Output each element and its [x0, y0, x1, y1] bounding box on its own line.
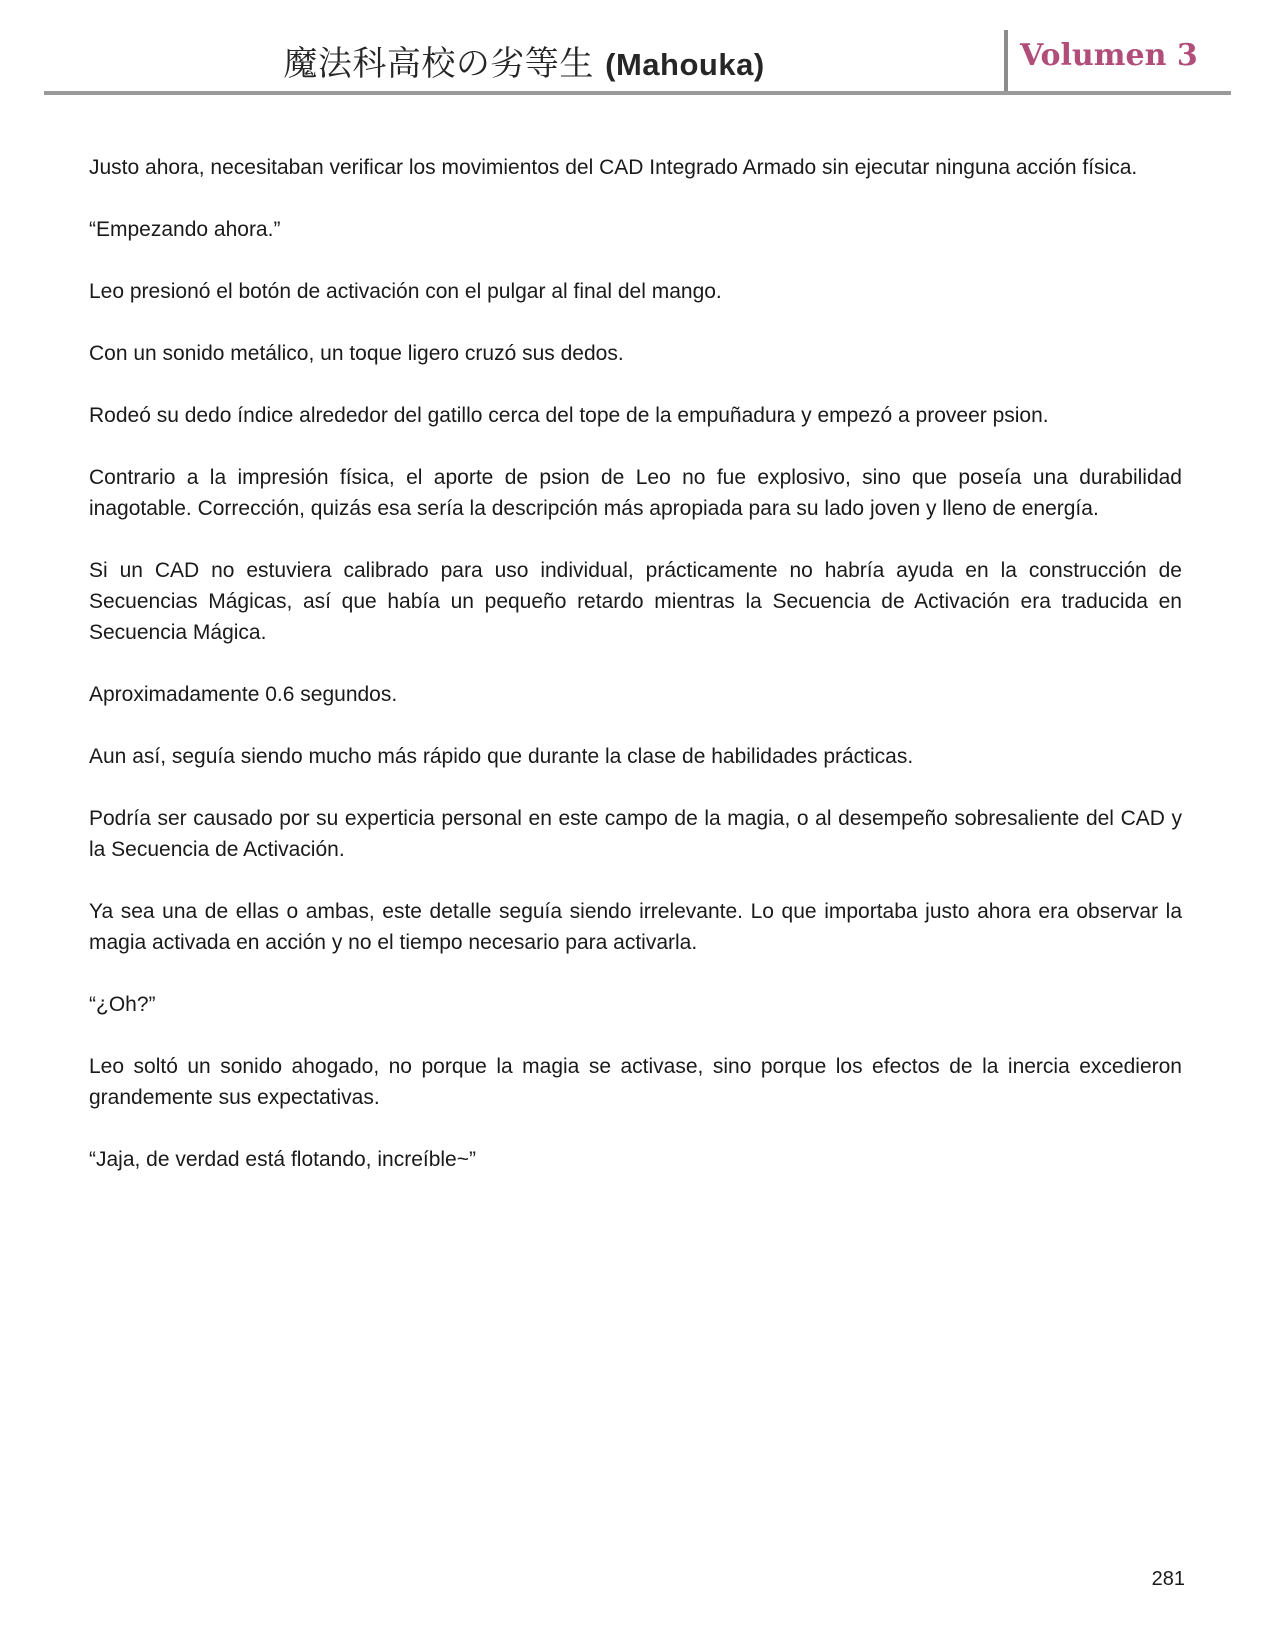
paragraph: Aproximadamente 0.6 segundos.	[89, 683, 398, 706]
paragraph: Podría ser causado por su experticia personal en este campo de la magia, o al desempeño sobresaliente del CAD y la Secuencia de Activación.	[89, 807, 1182, 861]
paragraph: Ya sea una de ellas o ambas, este detalle seguía siendo irrelevante. Lo que importaba justo ahora era observar la magia activada en acción y no el tiempo necesario para activarla.	[89, 900, 1182, 954]
header-divider	[1004, 30, 1008, 92]
book-title	[44, 36, 1004, 85]
page-header	[44, 28, 1231, 94]
paragraph: “Jaja, de verdad está flotando, increíble~”	[89, 1148, 476, 1171]
book-title-japanese: 魔法科高校の劣等生	[283, 44, 606, 84]
page-body	[89, 152, 1182, 1206]
book-title-latin: (Mahouka)	[605, 47, 765, 82]
paragraph: Contrario a la impresión física, el aporte de psion de Leo no fue explosivo, sino que poseía una durabilidad inagotable. Corrección, quizás esa sería la descripción más apropiada para su lado joven y lleno de energía.	[89, 466, 1182, 520]
paragraph: Leo presionó el botón de activación con el pulgar al final del mango.	[89, 280, 722, 303]
paragraph: “¿Oh?”	[89, 993, 156, 1016]
volume-label: Volumen 3	[1020, 38, 1198, 73]
page-number: 281	[1151, 1568, 1185, 1590]
paragraph: Si un CAD no estuviera calibrado para uso individual, prácticamente no habría ayuda en la construcción de Secuencias Mágicas, así que había un pequeño retardo mientras la Secuencia de Activación era traducida en Secuencia Mágica.	[89, 559, 1182, 644]
paragraph: Rodeó su dedo índice alrededor del gatillo cerca del tope de la empuñadura y empezó a proveer psion.	[89, 404, 1049, 427]
paragraph: “Empezando ahora.”	[89, 218, 281, 241]
paragraph: Justo ahora, necesitaban verificar los movimientos del CAD Integrado Armado sin ejecutar ninguna acción física.	[89, 156, 1138, 179]
paragraph: Aun así, seguía siendo mucho más rápido que durante la clase de habilidades prácticas.	[89, 745, 914, 768]
header-rule	[44, 91, 1231, 95]
paragraph: Con un sonido metálico, un toque ligero cruzó sus dedos.	[89, 342, 624, 365]
paragraph: Leo soltó un sonido ahogado, no porque la magia se activase, sino porque los efectos de la inercia excedieron grandemente sus expectativas.	[89, 1055, 1182, 1109]
